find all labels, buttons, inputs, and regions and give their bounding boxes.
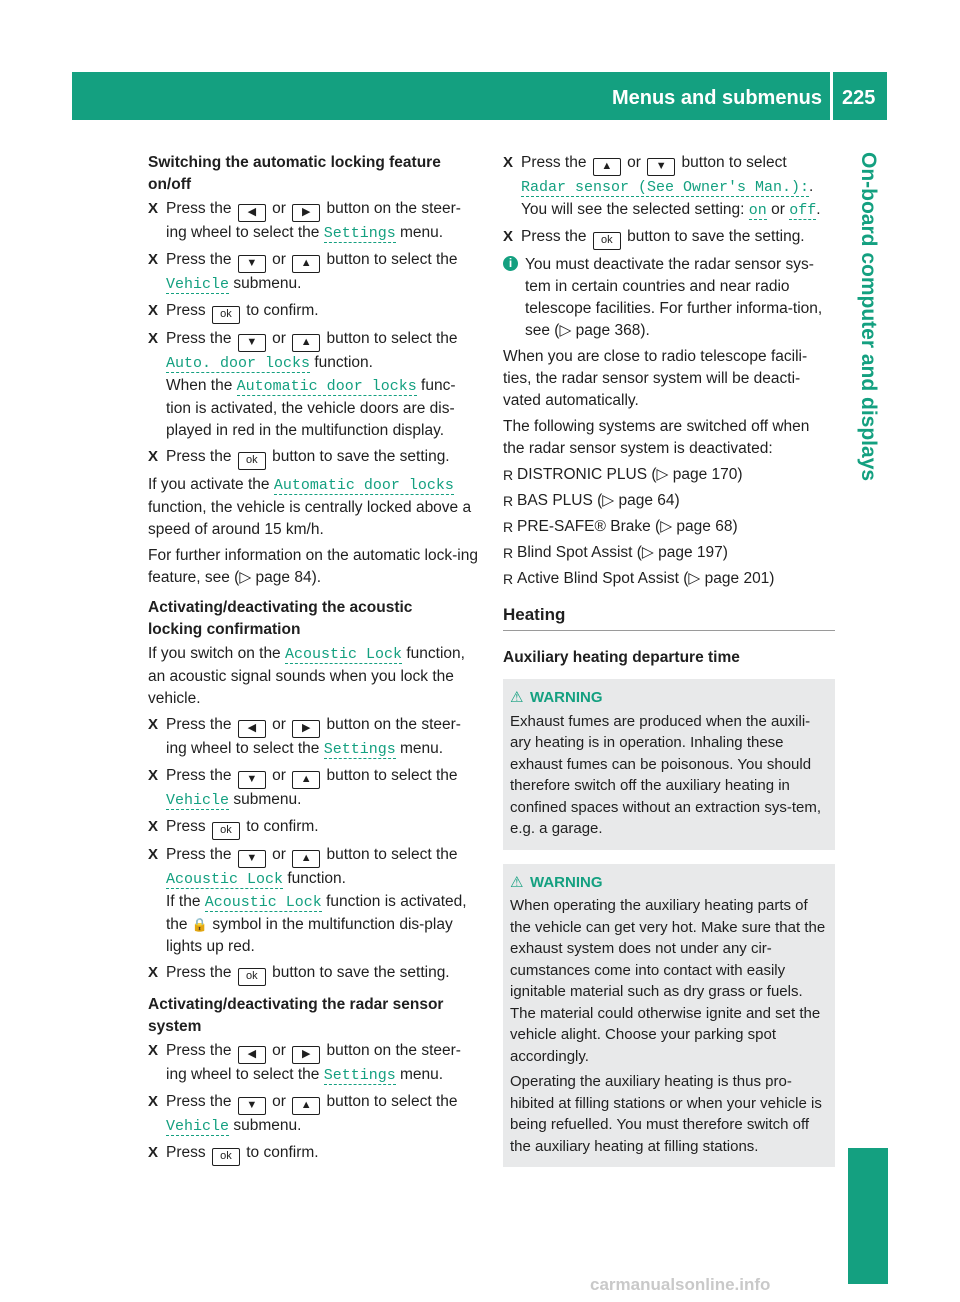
ok-key-icon: ok [238, 452, 266, 470]
right-column [503, 152, 835, 1181]
ok-key-icon: ok [238, 968, 266, 986]
up-arrow-icon: ▲ [292, 850, 320, 868]
up-arrow-icon: ▲ [292, 1097, 320, 1115]
section-heading: Switching the automatic locking feature on/off [148, 154, 441, 193]
info-note: i You must deactivate the radar sensor sys-tem in certain countries and near radio telescope facilities. For further informa-tion, see (▷ page 368). [503, 254, 835, 342]
list-item: R Active Blind Spot Assist (▷ page 201) [503, 568, 835, 590]
instruction-step: X Press the ▼ or ▲ button to select the Vehicle submenu. [148, 249, 480, 296]
instruction-step: X Press the ◀ or ▶ button on the steer-ing wheel to select the Settings menu. [148, 1040, 480, 1087]
list-item: R PRE-SAFE® Brake (▷ page 68) [503, 516, 835, 538]
down-arrow-icon: ▼ [238, 1097, 266, 1115]
page-number: 225 [842, 87, 876, 109]
down-arrow-icon: ▼ [647, 158, 675, 176]
lock-icon: 🔒 [191, 917, 209, 932]
down-arrow-icon: ▼ [238, 334, 266, 352]
instruction-step: X Press the ◀ or ▶ button on the steer-ing wheel to select the Settings menu. [148, 714, 480, 761]
section-heading: Activating/deactivating the acoustic locking confirmation [148, 599, 413, 638]
ok-key-icon: ok [212, 822, 240, 840]
list-item: R DISTRONIC PLUS (▷ page 170) [503, 464, 835, 486]
footer-watermark: carmanualsonline.info [590, 1275, 771, 1294]
list-item: R Blind Spot Assist (▷ page 197) [503, 542, 835, 564]
instruction-step: X Press the ok button to save the setting. [503, 226, 835, 250]
warning-text: Operating the auxiliary heating is thus pro-hibited at filling stations or when your vehicle is being refuelled. You must therefore switch off the auxiliary heating at filling stations. [510, 1073, 822, 1155]
side-tab-block [848, 1148, 888, 1284]
warning-box: ⚠ WARNING Exhaust fumes are produced when the auxili-ary heating is in operation. Inhaling these exhaust fumes can be poisonous. You should therefore switch off the auxiliary heating in confined spaces without an extraction sys-tem, e.g. a garage. [503, 679, 835, 850]
instruction-step: X Press the ◀ or ▶ button on the steer-ing wheel to select the Settings menu. [148, 198, 480, 245]
warning-text: Exhaust fumes are produced when the auxili-ary heating is in operation. Inhaling these exhaust fumes can be poisonous. You should therefore switch off the auxiliary heating in confined spaces without an extraction sys-tem, e.g. a garage. [510, 712, 821, 837]
down-arrow-icon: ▼ [238, 771, 266, 789]
up-arrow-icon: ▲ [292, 334, 320, 352]
up-arrow-icon: ▲ [593, 158, 621, 176]
instruction-step: X Press the ▼ or ▲ button to select the Vehicle submenu. [148, 1091, 480, 1138]
paragraph: If you activate the Automatic door locks function, the vehicle is centrally locked above a speed of around 15 km/h. [148, 476, 472, 538]
warning-icon: ⚠ [510, 689, 524, 706]
paragraph: The following systems are switched off when the radar sensor system is deactivated: [503, 418, 810, 457]
instruction-step: X Press the ok button to save the setting. [148, 446, 480, 470]
instruction-step: X Press ok to confirm. [148, 816, 480, 840]
paragraph: If you switch on the Acoustic Lock function, an acoustic signal sounds when you lock the vehicle. [148, 645, 465, 707]
instruction-step: X Press the ▼ or ▲ button to select the Auto. door locks function. When the Automatic door locks func-tion is activated, the vehicle doors are dis-played in red in the multifunction display. [148, 328, 480, 442]
left-arrow-icon: ◀ [238, 720, 266, 738]
header-title: Menus and submenus [611, 87, 822, 109]
paragraph: For further information on the automatic lock-ing feature, see (▷ page 84). [148, 547, 478, 586]
down-arrow-icon: ▼ [238, 850, 266, 868]
ok-key-icon: ok [212, 306, 240, 324]
left-arrow-icon: ◀ [238, 1046, 266, 1064]
info-icon: i [503, 256, 518, 271]
instruction-step: X Press the ▲ or ▼ button to select Radar sensor (See Owner's Man.):. You will see the selected setting: on or off. [503, 152, 835, 222]
up-arrow-icon: ▲ [292, 255, 320, 273]
warning-text: When operating the auxiliary heating parts of the vehicle can get very hot. Make sure that the exhaust system does not under any cir-cumstances come into contact with easily ignitable material such as dry grass or fuels. The material could otherwise ignite and set the vehicle alight. Choose your parking spot accordingly. [510, 897, 826, 1065]
up-arrow-icon: ▲ [292, 771, 320, 789]
left-column [148, 152, 480, 1170]
instruction-step: X Press ok to confirm. [148, 1142, 480, 1166]
instruction-step: X Press the ▼ or ▲ button to select the Vehicle submenu. [148, 765, 480, 812]
ok-key-icon: ok [593, 232, 621, 250]
header-divider [830, 72, 833, 120]
warning-icon: ⚠ [510, 873, 524, 891]
subsection-heading: Auxiliary heating departure time [503, 649, 740, 666]
section-title: Heating [503, 604, 835, 631]
paragraph: When you are close to radio telescope facili-ties, the radar sensor system will be deacti-vated automatically. [503, 348, 808, 409]
down-arrow-icon: ▼ [238, 255, 266, 273]
right-arrow-icon: ▶ [292, 1046, 320, 1064]
section-heading: Activating/deactivating the radar sensor system [148, 996, 444, 1035]
left-arrow-icon: ◀ [238, 204, 266, 222]
instruction-step: X Press the ▼ or ▲ button to select the Acoustic Lock function. If the Acoustic Lock function is activated, the 🔒 symbol in the multifunction dis-play lights up red. [148, 844, 480, 958]
list-item: R BAS PLUS (▷ page 64) [503, 490, 835, 512]
right-arrow-icon: ▶ [292, 720, 320, 738]
right-arrow-icon: ▶ [292, 204, 320, 222]
warning-box: ⚠ WARNING When operating the auxiliary heating parts of the vehicle can get very hot. Make sure that the exhaust system does not under any cir-cumstances come into contact with easily ignitable material such as dry grass or fuels. The material could otherwise ignite and set the vehicle alight. Choose your parking spot accordingly. Operating the auxiliary heating is thus pro-hibited at filling stations or when your vehicle is being refuelled. You must therefore switch off the auxiliary heating at filling stations. [503, 864, 835, 1168]
instruction-step: X Press the ok button to save the setting. [148, 962, 480, 986]
instruction-step: X Press ok to confirm. [148, 300, 480, 324]
ok-key-icon: ok [212, 1148, 240, 1166]
side-tab-label: On-board computer and displays [857, 152, 880, 482]
